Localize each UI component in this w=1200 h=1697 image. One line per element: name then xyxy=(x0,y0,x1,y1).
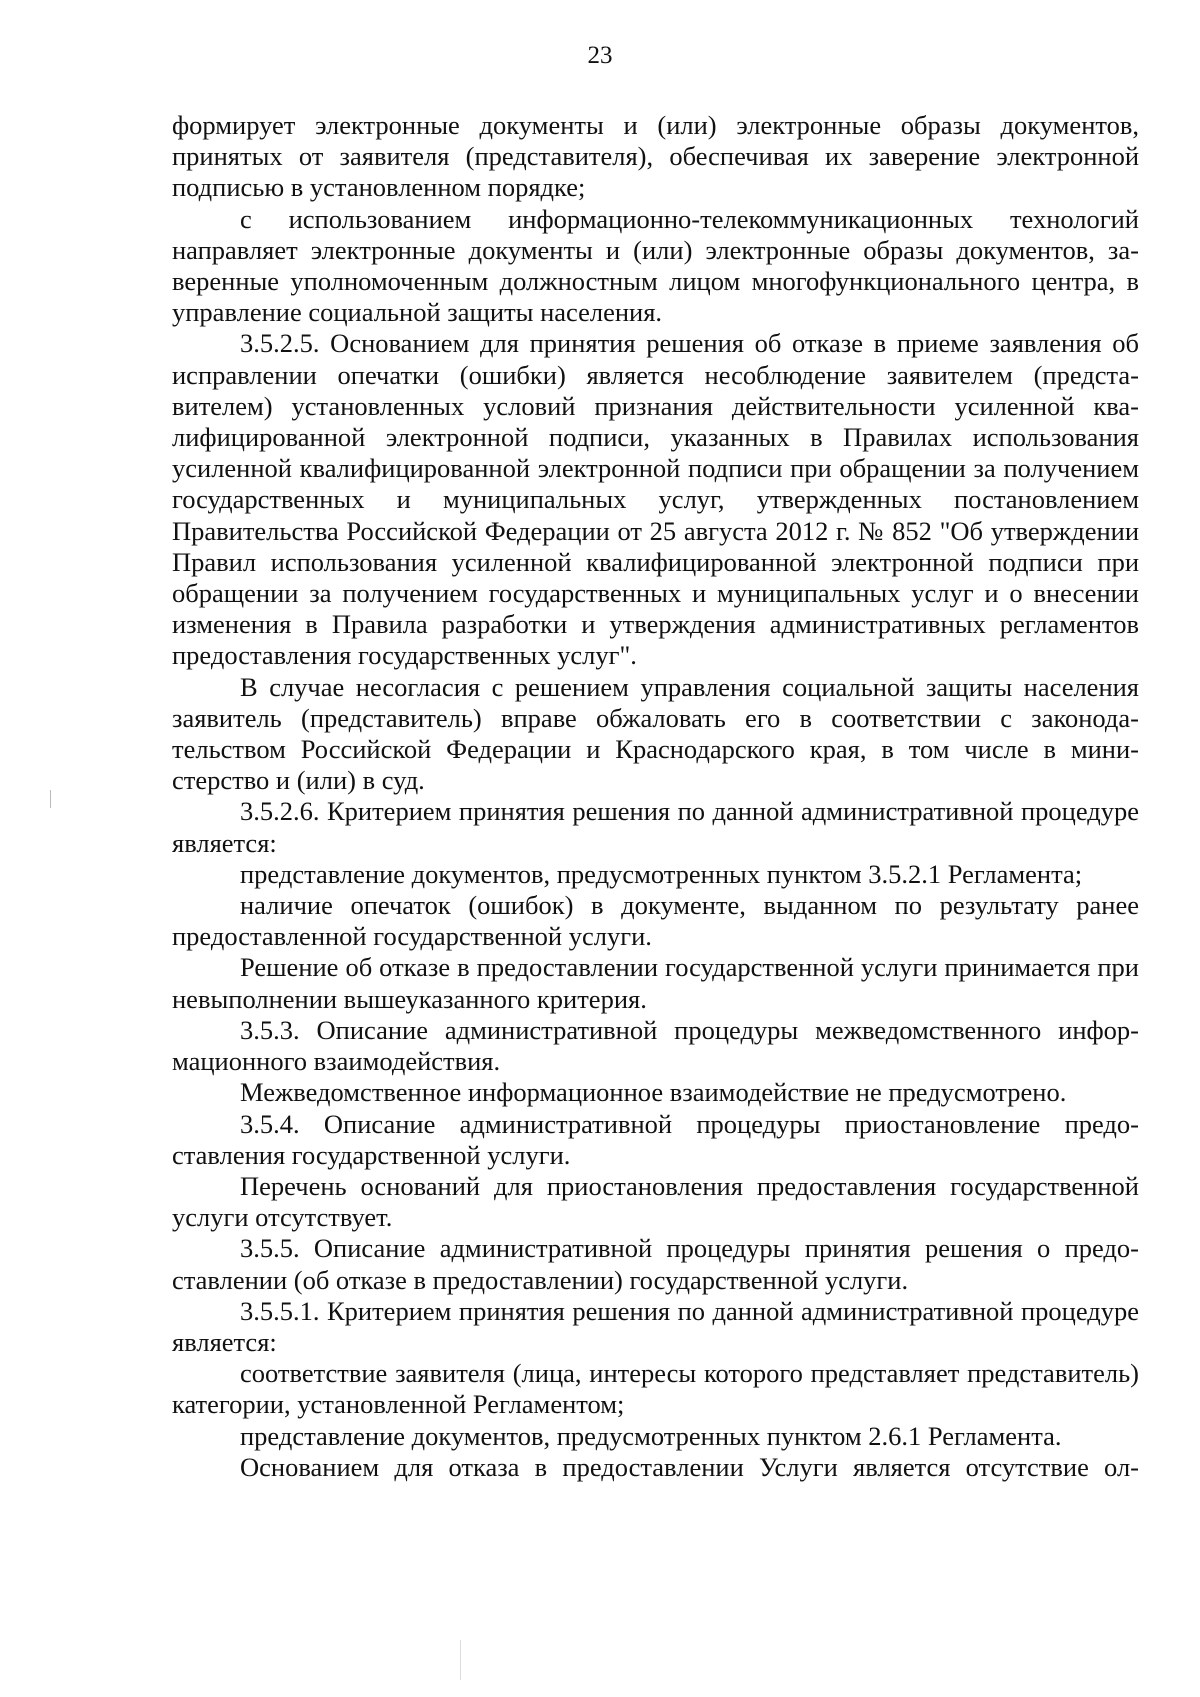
page-number: 23 xyxy=(587,42,613,69)
paragraph: с использованием информационно-телекоммуникационных технологий направляет электронные документы и (или) электронные образы документов, заверенные уполномоченным должностным лицом многофункционального центра, в управление социальной защиты населения. xyxy=(172,203,1139,328)
paragraph: формирует электронные документы и (или) электронные образы документов, принятых от заявителя (представителя), обеспечивая их заверение электронной подписью в установленном порядке; xyxy=(172,110,1139,203)
paragraph: В случае несогласия с решением управления социальной защиты населения заявитель (представитель) вправе обжаловать его в соответствии с законодательством Российской Федерации и Краснодарского края, в том числе в министерство и (или) в суд. xyxy=(172,671,1139,796)
scan-artifact xyxy=(50,790,51,808)
paragraph: 3.5.3. Описание административной процедуры межведомственного информационного взаимодействия. xyxy=(172,1014,1139,1077)
paragraph: Основанием для отказа в предоставлении Услуги является отсутствие ол- xyxy=(240,1451,1139,1482)
paragraph: соответствие заявителя (лица, интересы которого представляет представитель) категории, установленной Регламентом; xyxy=(172,1358,1139,1420)
paragraph: Решение об отказе в предоставлении государственной услуги принимается при невыполнении вышеуказанного критерия. xyxy=(172,952,1139,1014)
paragraph: Перечень оснований для приостановления предоставления государственной услуги отсутствует. xyxy=(172,1170,1139,1233)
paragraph: 3.5.2.6. Критерием принятия решения по данной административной процедуре является: xyxy=(172,796,1139,858)
scan-artifact xyxy=(460,1640,461,1680)
paragraph: 3.5.2.5. Основанием для принятия решения об отказе в приеме заявления об исправлении опечатки (ошибки) является несоблюдение заявителем (представителем) установленных условий признания действительности усиленной квалифицированной электронной подписи, указанных в Правилах использования усиленной квалифицированной электронной подписи при обращении за получением государственных и муниципальных услуг, утвержденных постановлением Правительства Российской Федерации от 25 августа 2012 г. № 852 "Об утверждении Правил использования усиленной квалифицированной электронной подписи при обращении за получением государственных и муниципальных услуг и о внесении изменения в Правила разработки и утверждения административных регламентов предоставления государственных услуг". xyxy=(172,328,1139,671)
paragraph: 3.5.5.1. Критерием принятия решения по данной административной процедуре является: xyxy=(172,1295,1139,1357)
paragraph: 3.5.4. Описание административной процедуры приостановление предоставления государственной услуги. xyxy=(172,1108,1139,1170)
paragraph: Межведомственное информационное взаимодействие не предусмотрено. xyxy=(240,1077,1067,1108)
paragraph: 3.5.5. Описание административной процедуры принятия решения о предоставлении (об отказе в предоставлении) государственной услуги. xyxy=(172,1233,1139,1295)
paragraph: представление документов, предусмотренных пунктом 2.6.1 Регламента. xyxy=(240,1420,1062,1451)
paragraph: наличие опечаток (ошибок) в документе, выданном по результату ранее предоставленной государственной услуги. xyxy=(172,890,1139,952)
paragraph: представление документов, предусмотренных пунктом 3.5.2.1 Регламента; xyxy=(240,858,1083,889)
document-body xyxy=(172,110,1139,1483)
